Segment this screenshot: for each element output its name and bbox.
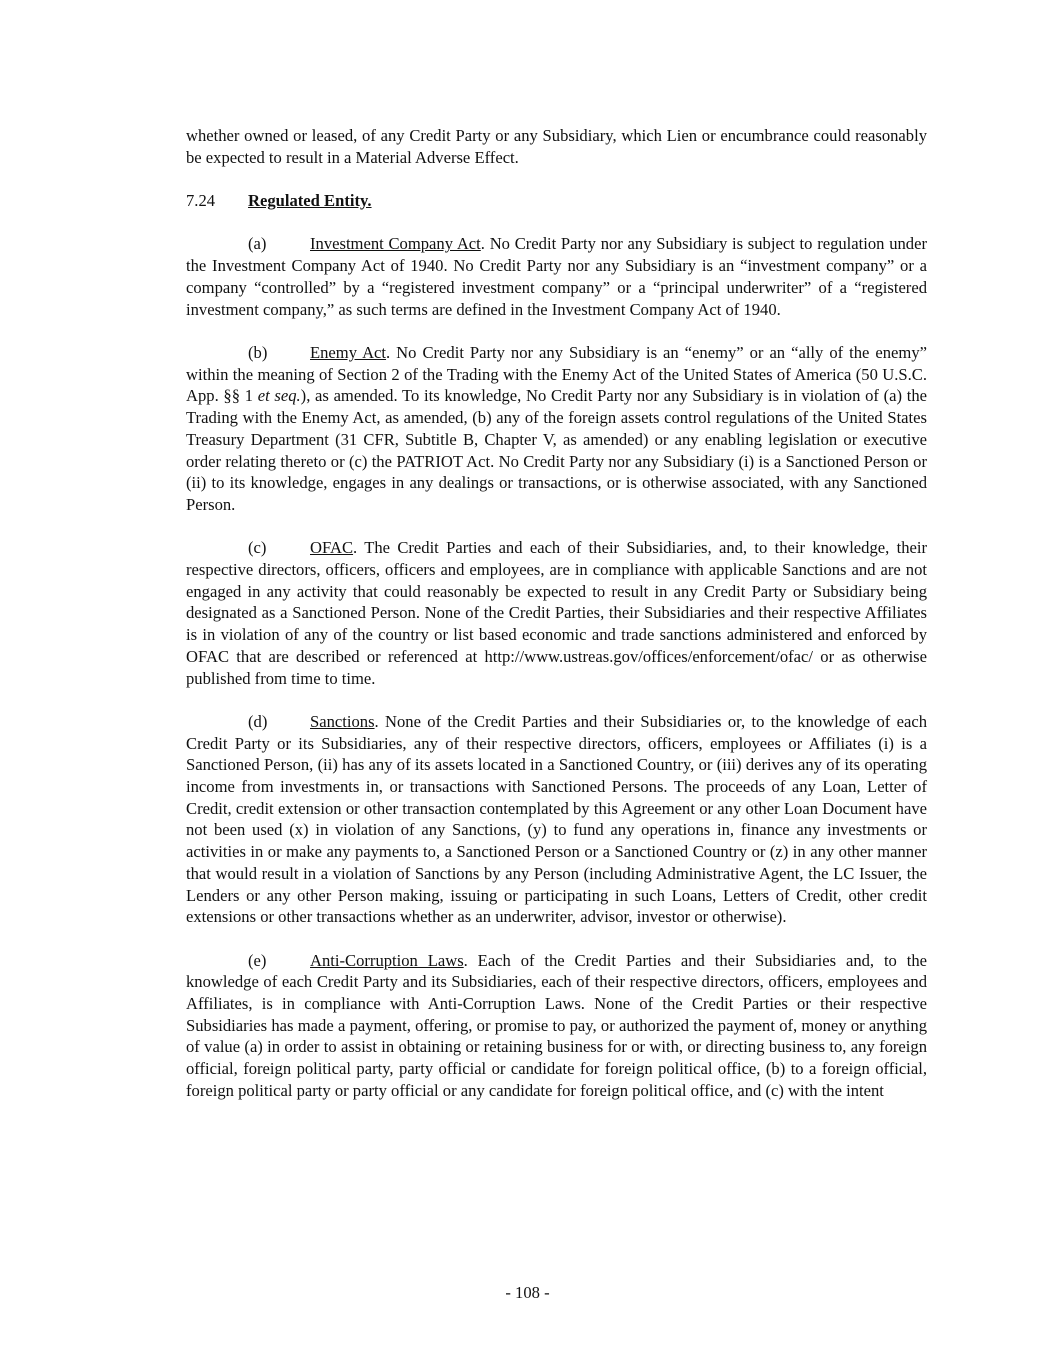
paragraph-b-text-1: . No Credit Party nor any Subsidiary is an “enemy” or an “ally of the enemy” within the meaning of Section 2 of the Trading with the Enemy Act of the United States of America (50 U.S.C. App. §§ 1 bbox=[186, 342, 927, 406]
paragraph-c-label: (c) bbox=[248, 538, 267, 558]
paragraph-b-italic: et seq. bbox=[257, 386, 301, 406]
paragraph-b-title: Enemy Act bbox=[310, 342, 387, 362]
paragraph-a-title: Investment Company Act bbox=[310, 234, 481, 254]
paragraph-a-label: (a) bbox=[248, 234, 267, 254]
paragraph-a bbox=[186, 233, 927, 320]
paragraph-b-text-2: ), as amended. To its knowledge, No Credit Party nor any Subsidiary is in violation of (a) the Trading with the Enemy Act, as amended, (b) any of the foreign assets control regulations of the United States Treasury Department (31 CFR, Subtitle B, Chapter V, as amended) or any enabling legislation or executive order relating thereto or (c) the PATRIOT Act. No Credit Party nor any Subsidiary (i) is a Sanctioned Person or (ii) to its knowledge, engages in any dealings or transactions, or is otherwise associated, with any Sanctioned Person. bbox=[186, 386, 928, 514]
paragraph-c-text: . The Credit Parties and each of their Subsidiaries, and, to their knowledge, their respective directors, officers, officers and employees, are in compliance with applicable Sanctions and are not engaged in any activity that could reasonably be expected to result in any Credit Party or Subsidiary being designated as a Sanctioned Person. None of the Credit Parties, their Subsidiaries and their respective Affiliates is in violation of any of the country or list based economic and trade sanctions administered and enforced by OFAC that are described or referenced at http://www.ustreas.gov/offices/enforcement/ofac/ or as otherwise published from time to time. bbox=[186, 538, 927, 688]
section-heading bbox=[186, 190, 927, 212]
paragraph-e-title: Anti-Corruption Laws bbox=[310, 950, 464, 970]
paragraph-e bbox=[186, 950, 927, 1102]
section-number: 7.24 bbox=[186, 191, 216, 211]
paragraph-b bbox=[186, 342, 927, 516]
paragraph-a-text: . No Credit Party nor any Subsidiary is subject to regulation under the Investment Company Act of 1940. No Credit Party nor any Subsidiary is an “investment company” or a company “controlled” by a “registered investment company” or a “principal underwriter” of a “registered investment company,” as such terms are defined in the Investment Company Act of 1940. bbox=[186, 234, 927, 319]
page-number: - 108 - bbox=[505, 1283, 550, 1302]
paragraph-d-text: . None of the Credit Parties and their Subsidiaries or, to the knowledge of each Credit Party or its Subsidiaries, any of their respective directors, officers, employees or Affiliates (i) is a Sanctioned Person, (ii) has any of its assets located in a Sanctioned Country, or (iii) derives any of its operating income from investments in, or transactions with Sanctioned Persons. The proceeds of any Loan, Letter of Credit, credit extension or other transaction contemplated by this Agreement or any other Loan Document have not been used (x) in violation of any Sanctions, (y) to fund any operations in, finance any investments or activities in or make any payments to, a Sanctioned Person or a Sanctioned Country or (z) in any other manner that would result in a violation of Sanctions by any Person (including Administrative Agent, the LC Issuer, the Lenders or any other Person making, issuing or participating in such Loans, Letters of Credit, other credit extensions or other transactions whether as an underwriter, advisor, investor or otherwise). bbox=[186, 711, 927, 927]
paragraph-d bbox=[186, 711, 927, 928]
intro-paragraph: whether owned or leased, of any Credit Party or any Subsidiary, which Lien or encumbrance could reasonably be expected to result in a Material Adverse Effect. bbox=[186, 126, 927, 167]
paragraph-b-label: (b) bbox=[248, 342, 268, 362]
document-page bbox=[186, 125, 927, 1102]
paragraph-e-label: (e) bbox=[248, 950, 267, 970]
paragraph-c bbox=[186, 537, 927, 689]
section-title: Regulated Entity. bbox=[248, 191, 372, 211]
paragraph-c-title: OFAC bbox=[310, 538, 354, 558]
paragraph-d-label: (d) bbox=[248, 711, 268, 731]
paragraph-d-title: Sanctions bbox=[310, 711, 375, 731]
paragraph-e-text: . Each of the Credit Parties and their Subsidiaries and, to the knowledge of each Credit Party and its Subsidiaries, each of their respective directors, officers, employees and Affiliates, is in compliance with Anti-Corruption Laws. None of the Credit Parties or their respective Subsidiaries has made a payment, offering, or promise to pay, or authorized the payment of, money or anything of value (a) in order to assist in obtaining or retaining business for or with, or directing business to, any foreign official, foreign political party, party official or candidate for foreign political office, (b) to a foreign official, foreign political party or party official or any candidate for foreign political office, and (c) with the intent bbox=[186, 950, 927, 1100]
